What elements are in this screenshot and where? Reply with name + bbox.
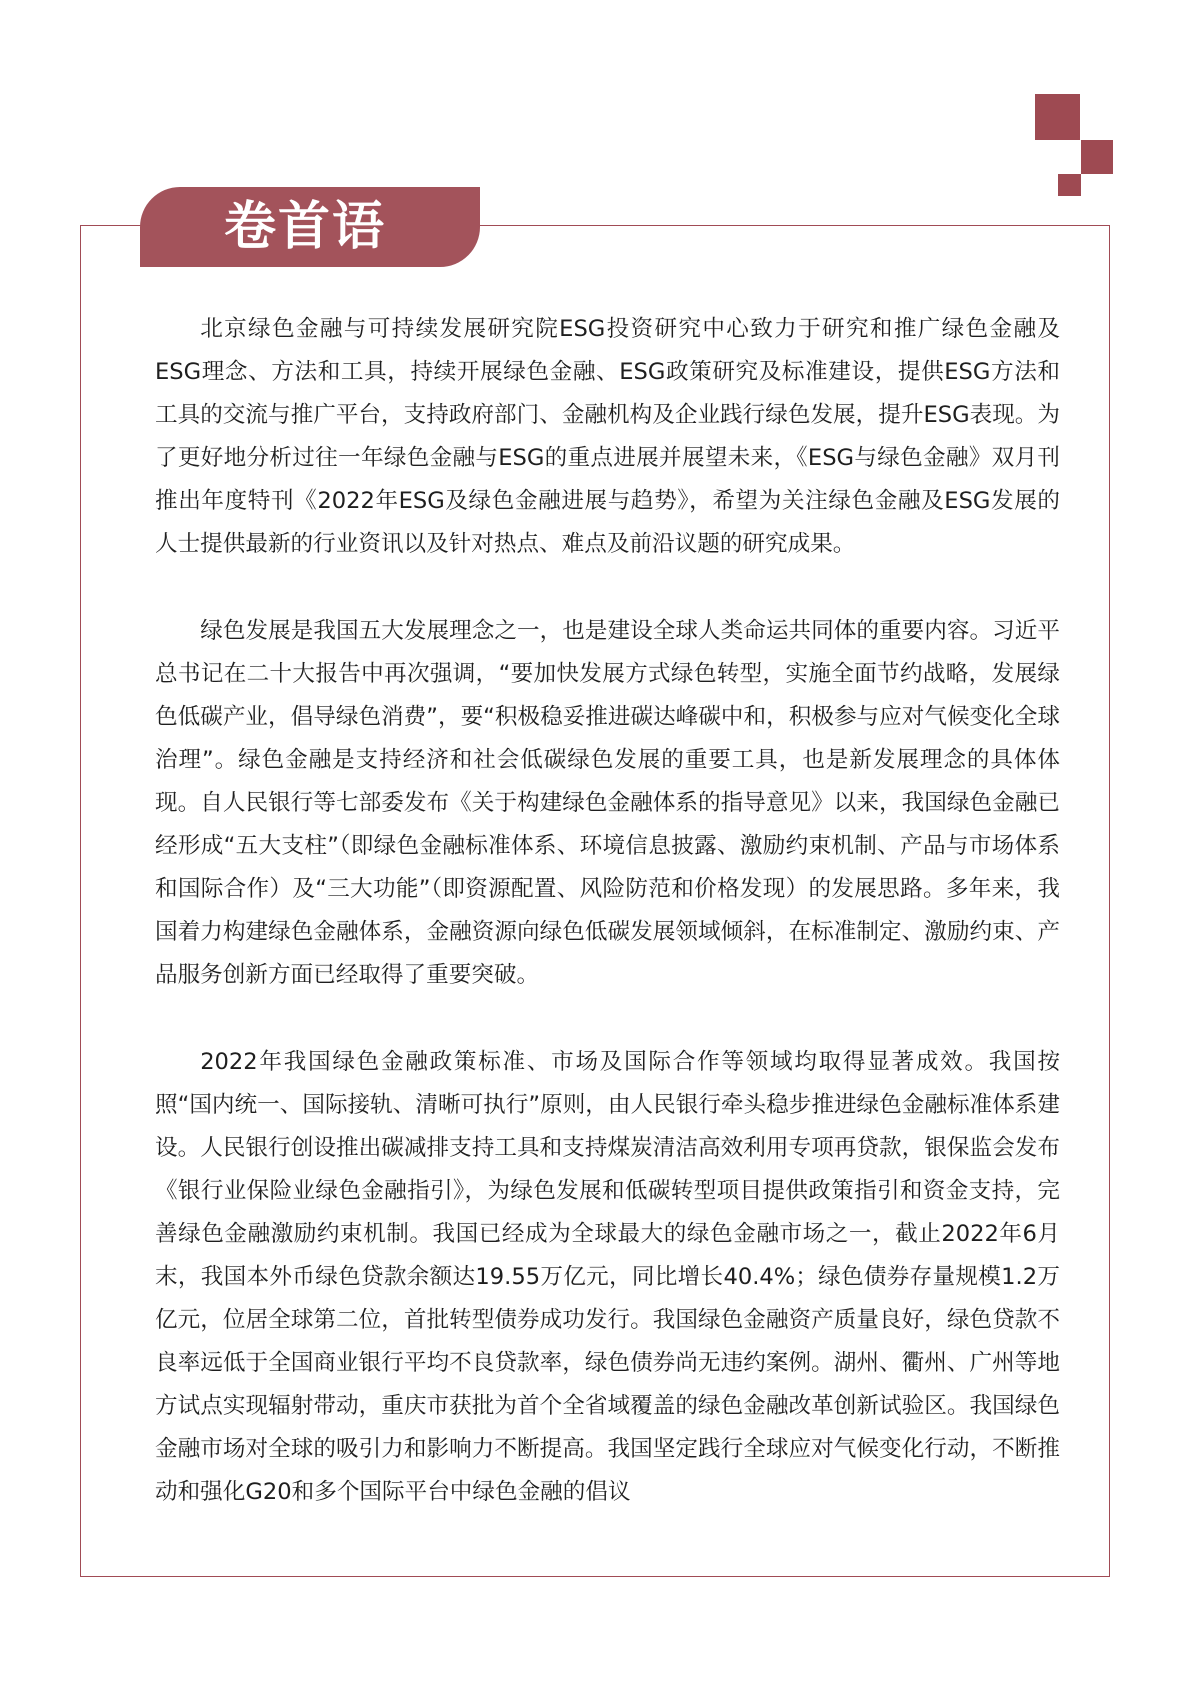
section-title-tab <box>140 187 480 267</box>
decor-square-small <box>1058 174 1081 196</box>
paragraph-intro: 北京绿色金融与可持续发展研究院ESG投资研究中心致力于研究和推广绿色金融及ESG理念、方法和工具，持续开展绿色金融、ESG政策研究及标准建设，提供ESG方法和工具的交流与推广平台，支持政府部门、金融机构及企业践行绿色发展，提升ESG表现。为了更好地分析过往一年绿色金融与ESG的重点进展并展望未来，《ESG与绿色金融》双月刊推出年度特刊《2022年ESG及绿色金融进展与趋势》，希望为关注绿色金融及ESG发展的人士提供最新的行业资讯以及针对热点、难点及前沿议题的研究成果。 <box>155 316 1060 557</box>
article-body <box>155 308 1060 1558</box>
decor-square-large <box>1035 94 1080 140</box>
page-title: 卷首语 <box>224 196 387 257</box>
paragraph-green-development: 绿色发展是我国五大发展理念之一，也是建设全球人类命运共同体的重要内容。习近平总书记在二十大报告中再次强调，“要加快发展方式绿色转型，实施全面节约战略，发展绿色低碳产业，倡导绿色消费”，要“积极稳妥推进碳达峰碳中和，积极参与应对气候变化全球治理”。绿色金融是支持经济和社会低碳绿色发展的重要工具，也是新发展理念的具体体现。自人民银行等七部委发布《关于构建绿色金融体系的指导意见》以来，我国绿色金融已经形成“五大支柱”（即绿色金融标准体系、环境信息披露、激励约束机制、产品与市场体系和国际合作）及“三大功能”（即资源配置、风险防范和价格发现）的发展思路。多年来，我国着力构建绿色金融体系，金融资源向绿色低碳发展领域倾斜，在标准制定、激励约束、产品服务创新方面已经取得了重要突破。 <box>155 618 1060 988</box>
decor-square-medium <box>1081 140 1113 174</box>
paragraph-2022-progress: 2022年我国绿色金融政策标准、市场及国际合作等领域均取得显著成效。我国按照“国内统一、国际接轨、清晰可执行”原则，由人民银行牵头稳步推进绿色金融标准体系建设。人民银行创设推出碳减排支持工具和支持煤炭清洁高效利用专项再贷款，银保监会发布《银行业保险业绿色金融指引》，为绿色发展和低碳转型项目提供政策指引和资金支持，完善绿色金融激励约束机制。我国已经成为全球最大的绿色金融市场之一，截止2022年6月末，我国本外币绿色贷款余额达19.55万亿元，同比增长40.4%；绿色债券存量规模1.2万亿元，位居全球第二位，首批转型债券成功发行。我国绿色金融资产质量良好，绿色贷款不良率远低于全国商业银行平均不良贷款率，绿色债券尚无违约案例。湖州、衢州、广州等地方试点实现辐射带动，重庆市获批为首个全省域覆盖的绿色金融改革创新试验区。我国绿色金融市场对全球的吸引力和影响力不断提高。我国坚定践行全球应对气候变化行动，不断推动和强化G20和多个国际平台中绿色金融的倡议 <box>155 1049 1060 1505</box>
